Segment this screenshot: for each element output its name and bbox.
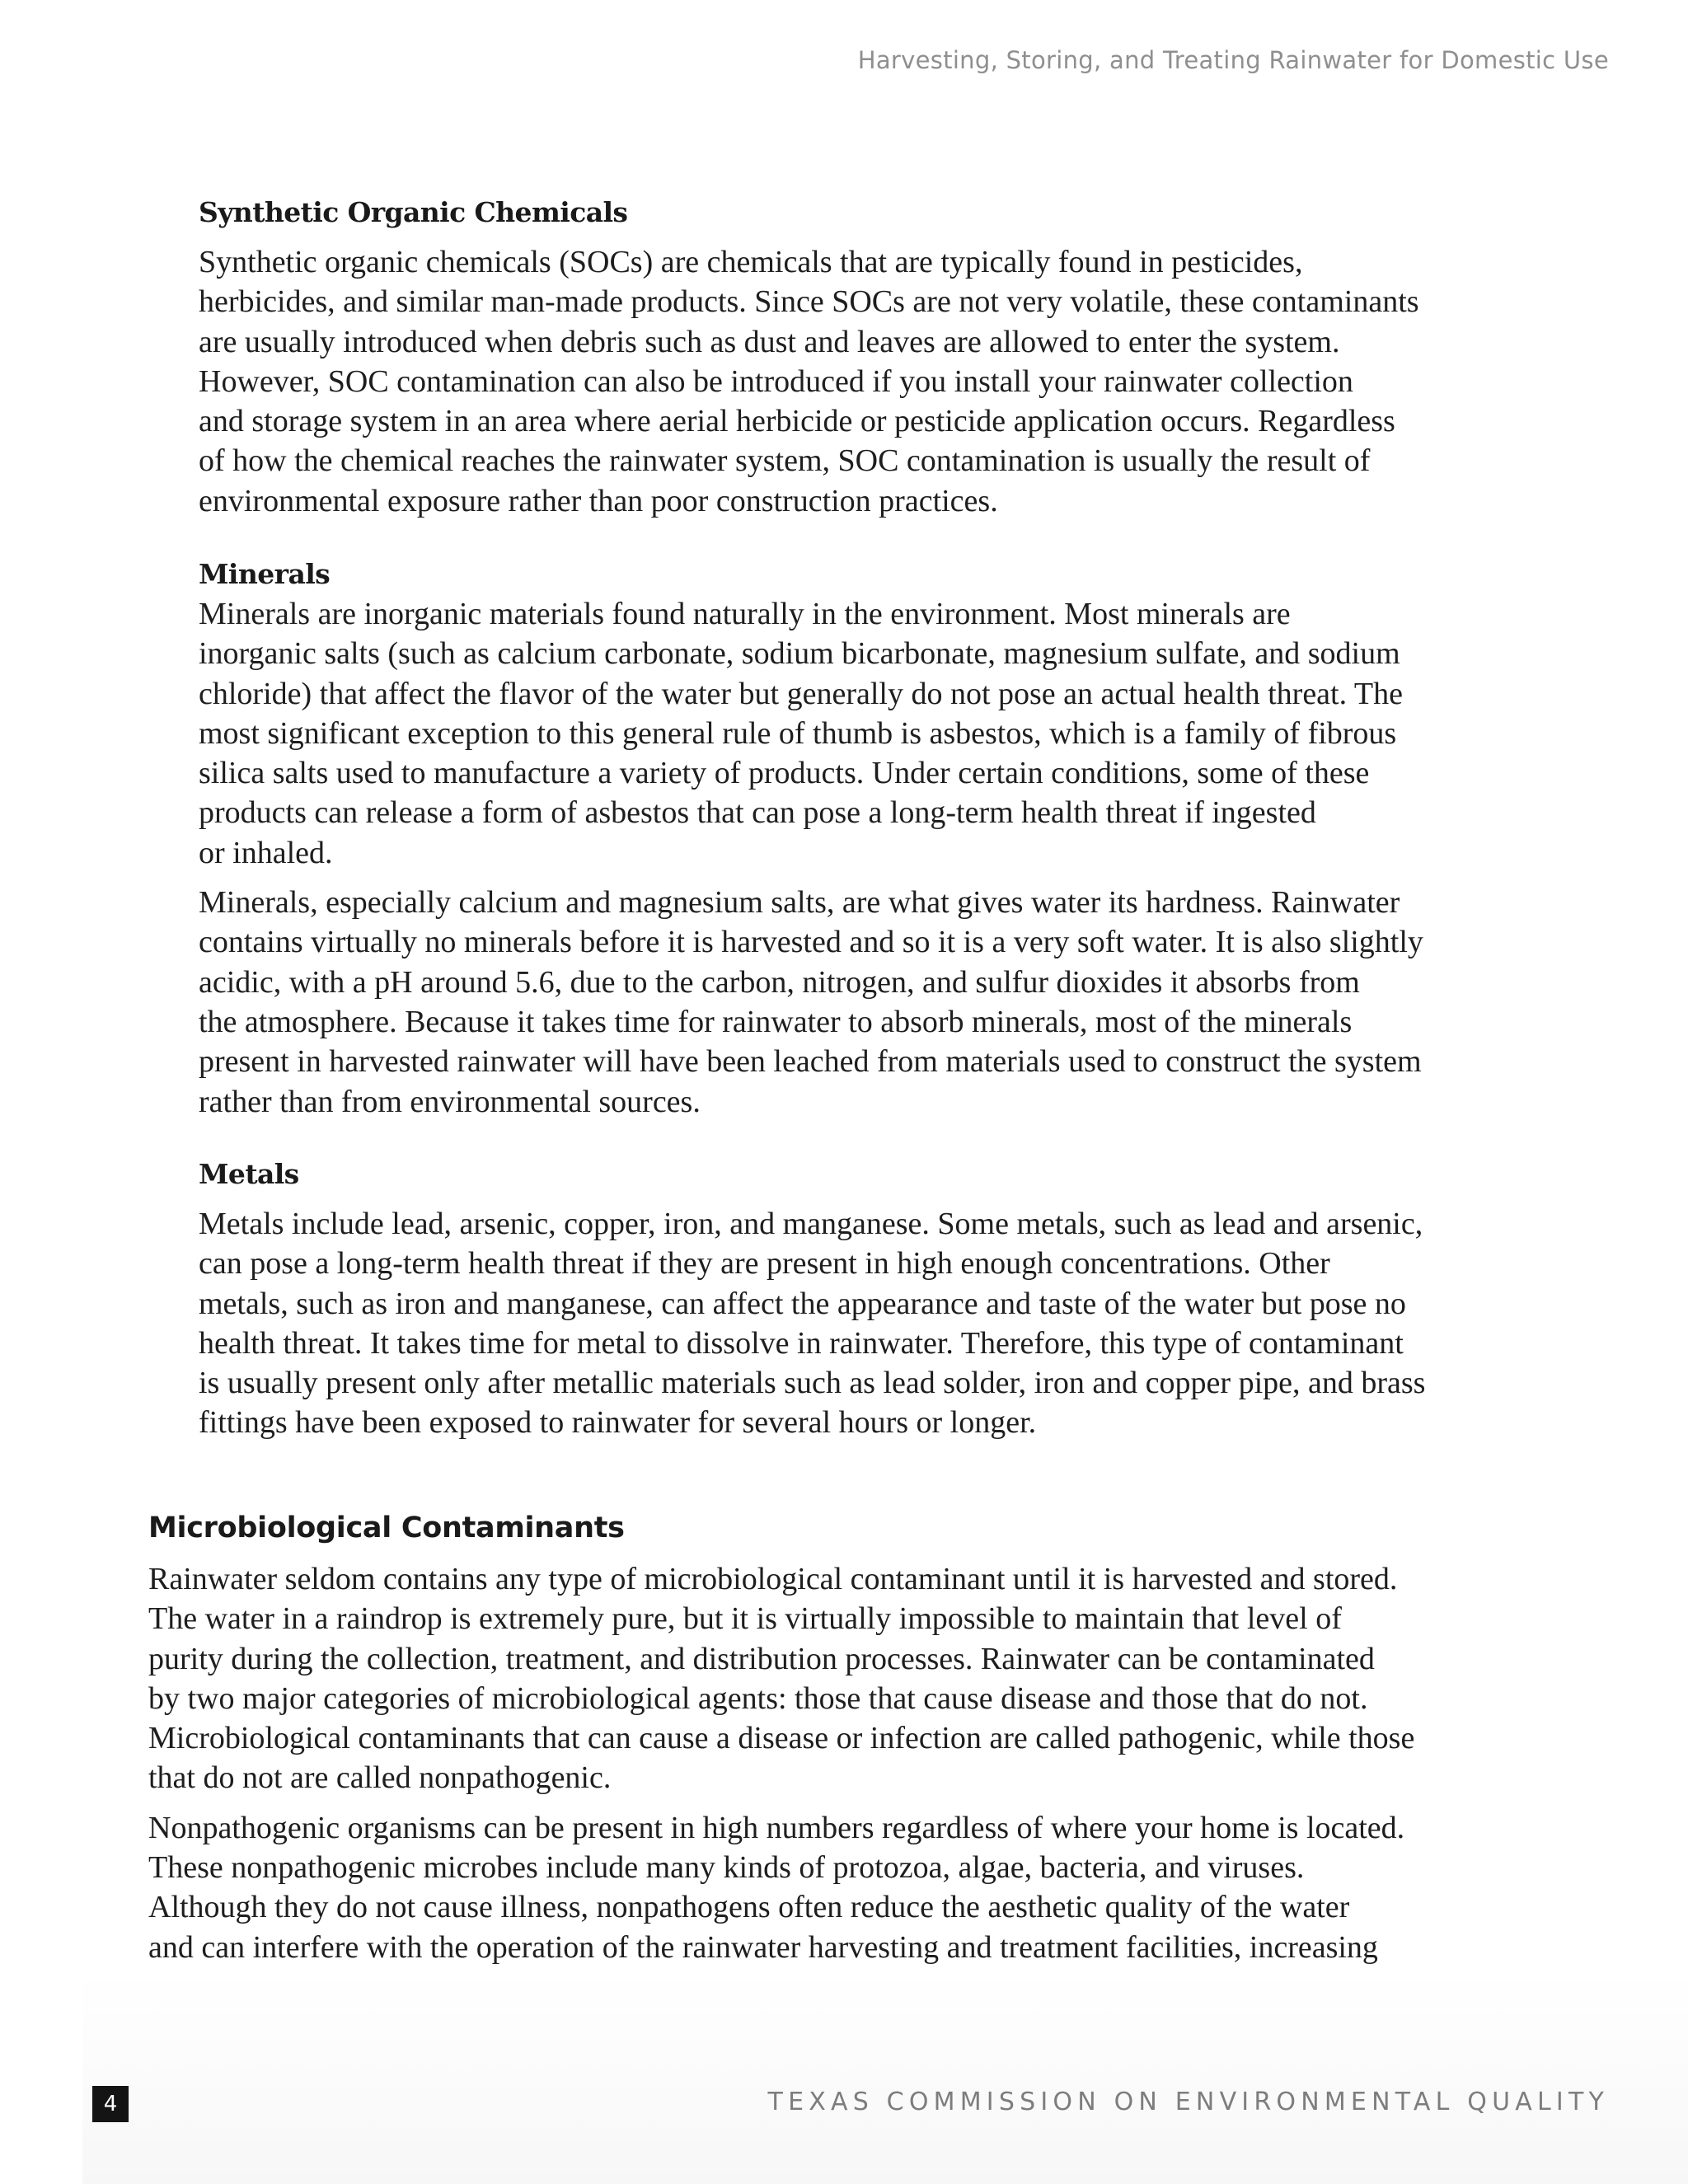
subheading-minerals: Minerals bbox=[199, 558, 331, 590]
section-synthetic-organic-chemicals bbox=[199, 193, 1460, 521]
text-line: and storage system in an area where aerial herbicide or pesticide application occurs. Regardless bbox=[199, 404, 1395, 439]
text-line: products can release a form of asbestos that can pose a long-term health threat if ingested bbox=[199, 795, 1316, 831]
text-line: are usually introduced when debris such as dust and leaves are allowed to enter the system. bbox=[199, 324, 1340, 359]
text-line: However, SOC contamination can also be introduced if you install your rainwater collection bbox=[199, 363, 1353, 399]
text-line: the atmosphere. Because it takes time for rainwater to absorb minerals, most of the minerals bbox=[199, 1004, 1353, 1039]
text-line: purity during the collection, treatment, and distribution processes. Rainwater can be contaminated bbox=[148, 1641, 1375, 1676]
paragraph-metals bbox=[199, 1204, 1460, 1443]
page-number-badge: 4 bbox=[92, 2086, 129, 2122]
page-bottom-shading bbox=[82, 1970, 1688, 2184]
text-line: contains virtually no minerals before it is harvested and so it is a very soft water. It is also slightly bbox=[199, 925, 1423, 960]
text-line: acidic, with a pH around 5.6, due to the carbon, nitrogen, and sulfur dioxides it absorbs from bbox=[199, 964, 1360, 1000]
text-line: fittings have been exposed to rainwater for several hours or longer. bbox=[199, 1405, 1037, 1441]
text-line: Rainwater seldom contains any type of microbiological contaminant until it is harvested and stored. bbox=[148, 1562, 1398, 1596]
text-line: that do not are called nonpathogenic. bbox=[148, 1760, 612, 1796]
text-line: rather than from environmental sources. bbox=[199, 1084, 701, 1119]
paragraph-microbiological-2 bbox=[148, 1808, 1484, 1967]
subheading-metals: Metals bbox=[199, 1158, 299, 1190]
paragraph-soc bbox=[199, 242, 1460, 521]
text-line: and can interfere with the operation of the rainwater harvesting and treatment facilities, increasing bbox=[148, 1929, 1378, 1965]
text-line: by two major categories of microbiological agents: those that cause disease and those that do not. bbox=[148, 1680, 1368, 1716]
section-microbiological-contaminants bbox=[148, 1508, 1484, 1967]
section-metals bbox=[199, 1155, 1460, 1443]
paragraph-minerals-1 bbox=[199, 594, 1460, 873]
text-line: These nonpathogenic microbes include many kinds of protozoa, algae, bacteria, and viruses. bbox=[148, 1850, 1305, 1886]
paragraph-microbiological-1 bbox=[148, 1559, 1484, 1798]
text-line: herbicides, and similar man-made products. Since SOCs are not very volatile, these contaminants bbox=[199, 284, 1419, 320]
text-line: or inhaled. bbox=[199, 835, 333, 870]
text-line: Although they do not cause illness, nonpathogens often reduce the aesthetic quality of the water bbox=[148, 1890, 1350, 1925]
paragraph-minerals-2 bbox=[199, 883, 1460, 1122]
text-line: is usually present only after metallic materials such as lead solder, iron and copper pipe, and brass bbox=[199, 1366, 1426, 1401]
text-line: can pose a long-term health threat if they are present in high enough concentrations. Other bbox=[199, 1246, 1330, 1282]
text-line: inorganic salts (such as calcium carbonate, sodium bicarbonate, magnesium sulfate, and sodium bbox=[199, 636, 1400, 672]
text-line: Nonpathogenic organisms can be present in high numbers regardless of where your home is located. bbox=[148, 1810, 1405, 1845]
text-line: health threat. It takes time for metal to dissolve in rainwater. Therefore, this type of contaminant bbox=[199, 1325, 1404, 1361]
section-minerals bbox=[199, 555, 1460, 1122]
text-line: of how the chemical reaches the rainwater system, SOC contamination is usually the result of bbox=[199, 443, 1371, 479]
running-header: Harvesting, Storing, and Treating Rainwater for Domestic Use bbox=[857, 46, 1609, 74]
text-line: present in harvested rainwater will have been leached from materials used to construct the system bbox=[199, 1044, 1422, 1080]
text-line: Metals include lead, arsenic, copper, iron, and manganese. Some metals, such as lead and arsenic, bbox=[199, 1207, 1423, 1241]
text-line: Microbiological contaminants that can cause a disease or infection are called pathogenic, while those bbox=[148, 1721, 1415, 1756]
text-line: silica salts used to manufacture a variety of products. Under certain conditions, some of these bbox=[199, 756, 1370, 791]
text-line: Minerals, especially calcium and magnesium salts, are what gives water its hardness. Rainwater bbox=[199, 885, 1400, 921]
footer-organization: TEXAS COMMISSION ON ENVIRONMENTAL QUALITY bbox=[767, 2088, 1609, 2116]
text-line: Minerals are inorganic materials found naturally in the environment. Most minerals are bbox=[199, 597, 1291, 631]
subheading-synthetic-organic-chemicals: Synthetic Organic Chemicals bbox=[199, 196, 628, 228]
text-line: Synthetic organic chemicals (SOCs) are chemicals that are typically found in pesticides, bbox=[199, 245, 1303, 279]
text-line: metals, such as iron and manganese, can affect the appearance and taste of the water but pose no bbox=[199, 1286, 1406, 1321]
text-line: The water in a raindrop is extremely pure, but it is virtually impossible to maintain that level of bbox=[148, 1601, 1342, 1637]
text-line: chloride) that affect the flavor of the water but generally do not pose an actual health threat. The bbox=[199, 676, 1403, 711]
text-line: environmental exposure rather than poor construction practices. bbox=[199, 483, 998, 518]
heading-microbiological-contaminants: Microbiological Contaminants bbox=[148, 1511, 625, 1544]
text-line: most significant exception to this general rule of thumb is asbestos, which is a family of fibrous bbox=[199, 715, 1397, 751]
